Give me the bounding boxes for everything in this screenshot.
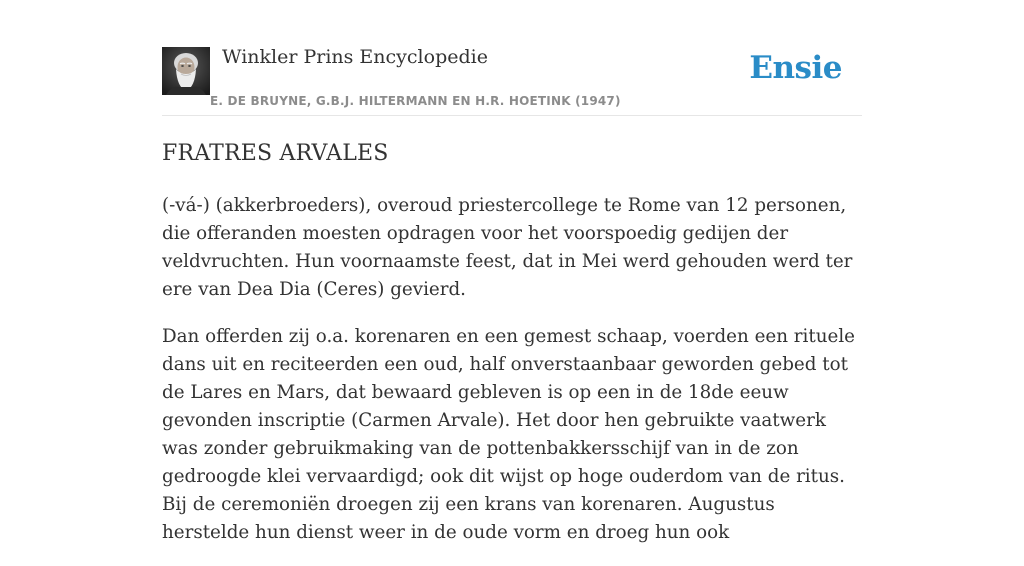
page-container	[162, 0, 862, 543]
entry-paragraph: (-vá-) (akkerbroeders), overoud priestercollege te Rome van 12 personen, die offeranden moesten opdragen voor het voorspoedig gedijen der veldvruchten. Hun voornaamste feest, dat in Mei werd gehouden werd ter ere van Dea Dia (Ceres) gevierd.	[162, 195, 853, 300]
entry-paragraph: Dan offerden zij o.a. korenaren en een gemest schaap, voerden een rituele dans uit en reciteerden een oud, half onverstaanbaar geworden gebed tot de Lares en Mars, dat bewaard gebleven is op een in de 18de eeuw gevonden inscriptie (Carmen Arvale). Het door hen gebruikte vaatwerk was zonder gebruikmaking van de pottenbakkersschijf van in de zon gedroogde klei vervaardigd; ook dit wijst op hoge ouderdom van de ritus. Bij de ceremoniën droegen zij een krans van korenaren. Augustus herstelde hun dienst weer in de oude vorm en droeg hun ook	[162, 326, 856, 543]
bearded-man-portrait-icon	[162, 47, 210, 95]
ensie-logo[interactable]: Ensie	[749, 50, 842, 86]
source-authors: E. DE BRUYNE, G.B.J. HILTERMANN EN H.R. HOETINK (1947)	[210, 94, 621, 108]
entry-body	[162, 192, 862, 566]
author-avatar[interactable]	[162, 47, 210, 95]
entry-title: FRATRES ARVALES	[162, 141, 389, 166]
source-header	[162, 0, 862, 116]
source-title[interactable]: Winkler Prins Encyclopedie	[222, 46, 488, 68]
